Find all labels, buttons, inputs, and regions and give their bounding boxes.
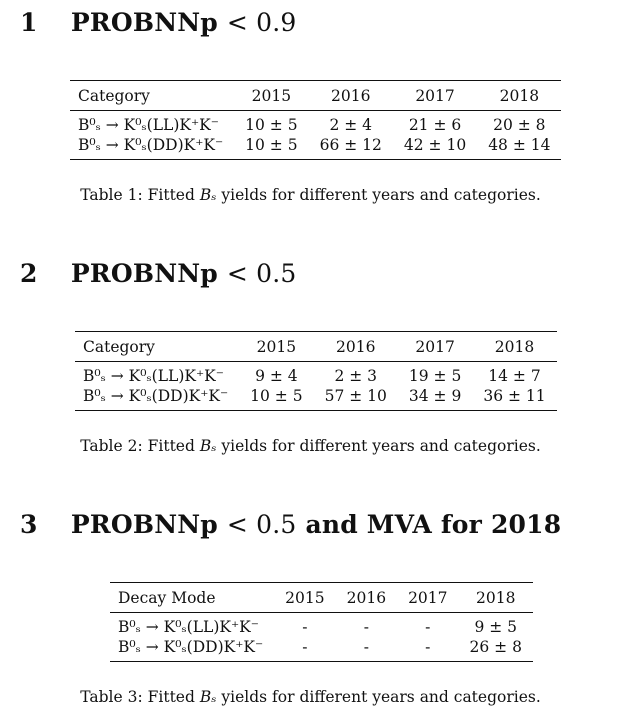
table-cell: - <box>302 618 308 636</box>
caption-symbol: Bₛ <box>199 437 217 455</box>
table-row <box>110 637 533 662</box>
column-header: 2017 <box>408 589 448 607</box>
table-cell: B⁰ₛ → K⁰ₛ(LL)K⁺K⁻ <box>118 618 259 636</box>
column-header: 2018 <box>476 589 516 607</box>
section-heading-2 <box>20 259 297 288</box>
column-header: 2018 <box>494 338 535 356</box>
heading-tail-text: and MVA for 2018 <box>305 510 562 539</box>
column-header: Category <box>83 338 155 356</box>
table-cell: 9 ± 5 <box>474 618 518 636</box>
caption-pre: Fitted <box>147 688 195 706</box>
column-header: Decay Mode <box>118 589 216 607</box>
column-header: 2016 <box>346 589 387 607</box>
table-cell: B⁰ₛ → K⁰ₛ(DD)K⁺K⁻ <box>118 638 264 656</box>
caption-label: Table 3: <box>80 688 143 706</box>
section-heading-1 <box>20 8 297 37</box>
table-cell: - <box>425 638 431 656</box>
table-cell: 57 ± 10 <box>324 387 387 405</box>
table-cell: 2 ± 3 <box>334 367 378 385</box>
table-cell: 48 ± 14 <box>488 136 551 154</box>
table-cell: 20 ± 8 <box>493 116 546 134</box>
table-row <box>110 613 533 638</box>
table-cell: B⁰ₛ → K⁰ₛ(LL)K⁺K⁻ <box>83 367 224 385</box>
table-cell: 9 ± 4 <box>255 367 298 385</box>
table-row <box>75 362 557 387</box>
section-number: 1 <box>20 8 38 37</box>
column-header: Category <box>78 87 150 105</box>
table-cell: B⁰ₛ → K⁰ₛ(DD)K⁺K⁻ <box>83 387 229 405</box>
heading-math: < 0.5 <box>226 510 297 539</box>
table-caption-1 <box>0 186 621 204</box>
caption-pre: Fitted <box>147 437 195 455</box>
column-header: 2015 <box>285 589 325 607</box>
column-header: 2017 <box>415 338 455 356</box>
table-cell: B⁰ₛ → K⁰ₛ(LL)K⁺K⁻ <box>78 116 219 134</box>
results-table-2 <box>75 331 557 411</box>
results-table-3 <box>110 582 533 662</box>
heading-bold-text: PROBNNp <box>70 8 218 37</box>
section-heading-3 <box>20 510 561 539</box>
table-cell: - <box>302 638 308 656</box>
table-cell: 10 ± 5 <box>245 136 298 154</box>
table-caption-3 <box>0 688 621 706</box>
heading-bold-text: PROBNNp <box>70 259 218 288</box>
caption-post: yields for different years and categories. <box>221 186 541 204</box>
column-header: 2017 <box>415 87 455 105</box>
column-header: 2016 <box>336 338 376 356</box>
table-header-row <box>75 332 557 362</box>
table-row <box>70 135 561 160</box>
table-cell: - <box>425 618 431 636</box>
table-cell: 10 ± 5 <box>245 116 298 134</box>
table-cell: - <box>363 618 369 636</box>
section-number: 2 <box>20 259 38 288</box>
table-header-row <box>70 81 561 111</box>
results-table-1 <box>70 80 561 160</box>
table-cell: 10 ± 5 <box>250 387 303 405</box>
table-caption-2 <box>0 437 621 455</box>
caption-label: Table 2: <box>80 437 143 455</box>
table-cell: 21 ± 6 <box>408 116 462 134</box>
column-header: 2015 <box>251 87 292 105</box>
table-cell: 36 ± 11 <box>483 387 546 405</box>
column-header: 2016 <box>331 87 371 105</box>
caption-symbol: Bₛ <box>199 186 217 204</box>
caption-symbol: Bₛ <box>199 688 217 706</box>
table-cell: 66 ± 12 <box>319 136 382 154</box>
table-row <box>75 386 557 411</box>
caption-label: Table 1: <box>80 186 143 204</box>
section-number: 3 <box>20 510 38 539</box>
heading-math: < 0.9 <box>226 8 297 37</box>
column-header: 2018 <box>499 87 540 105</box>
table-cell: - <box>363 638 369 656</box>
table-cell: 2 ± 4 <box>329 116 373 134</box>
caption-post: yields for different years and categories. <box>221 688 541 706</box>
caption-post: yields for different years and categories. <box>221 437 541 455</box>
table-cell: 34 ± 9 <box>408 387 462 405</box>
heading-bold-text: PROBNNp <box>70 510 218 539</box>
table-row <box>70 111 561 136</box>
column-header: 2015 <box>256 338 297 356</box>
table-cell: 42 ± 10 <box>403 136 467 154</box>
table-cell: 26 ± 8 <box>469 638 522 656</box>
table-cell: B⁰ₛ → K⁰ₛ(DD)K⁺K⁻ <box>78 136 224 154</box>
heading-math: < 0.5 <box>226 259 297 288</box>
table-cell: 19 ± 5 <box>408 367 462 385</box>
table-header-row <box>110 583 533 613</box>
table-cell: 14 ± 7 <box>488 367 541 385</box>
caption-pre: Fitted <box>147 186 195 204</box>
